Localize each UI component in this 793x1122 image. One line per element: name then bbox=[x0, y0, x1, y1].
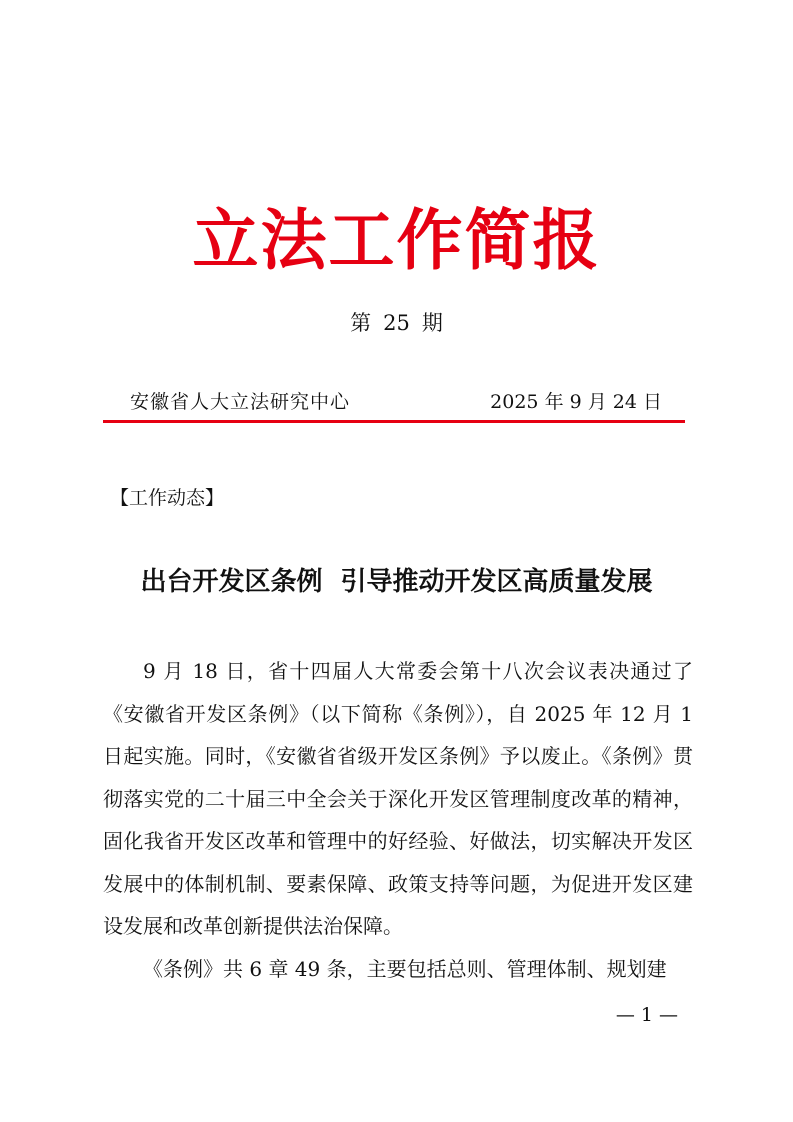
issuer: 安徽省人大立法研究中心 bbox=[130, 391, 351, 413]
issue-value: 25 bbox=[383, 311, 410, 335]
section-tag: 【工作动态】 bbox=[110, 487, 225, 509]
red-divider bbox=[103, 420, 685, 423]
page-number: — 1 — bbox=[615, 1004, 678, 1026]
issue-number bbox=[0, 308, 793, 338]
issuer-date-row bbox=[130, 387, 662, 417]
issue-prefix: 第 bbox=[350, 311, 372, 335]
article-title: 出台开发区条例 引导推动开发区高质量发展 bbox=[140, 567, 653, 597]
masthead-title: 立法工作简报 bbox=[192, 201, 601, 279]
paragraph: 《条例》共 6 章 49 条，主要包括总则、管理体制、规划建 bbox=[143, 956, 667, 981]
article-body bbox=[103, 650, 693, 990]
paragraph: 9 月 18 日，省十四届人大常委会第十八次会议表决通过了《安徽省开发区条例》（以下简称《条例》），自 2025 年 12 月 1 日起实施。同时，《安徽省省级开发区条例》予以废止。《条例》贯彻落实党的二十届三中全会关于深化开发区管理制度改革的精神，固化我省开发区改革和管理中的好经验、好做法，切实解决开发区发展中的体制机制、要素保障、政策支持等问题，为促进开发区建设发展和改革创新提供法治保障。 bbox=[103, 659, 693, 938]
issue-suffix: 期 bbox=[421, 311, 443, 335]
issue-date: 2025 年 9 月 24 日 bbox=[490, 391, 662, 413]
